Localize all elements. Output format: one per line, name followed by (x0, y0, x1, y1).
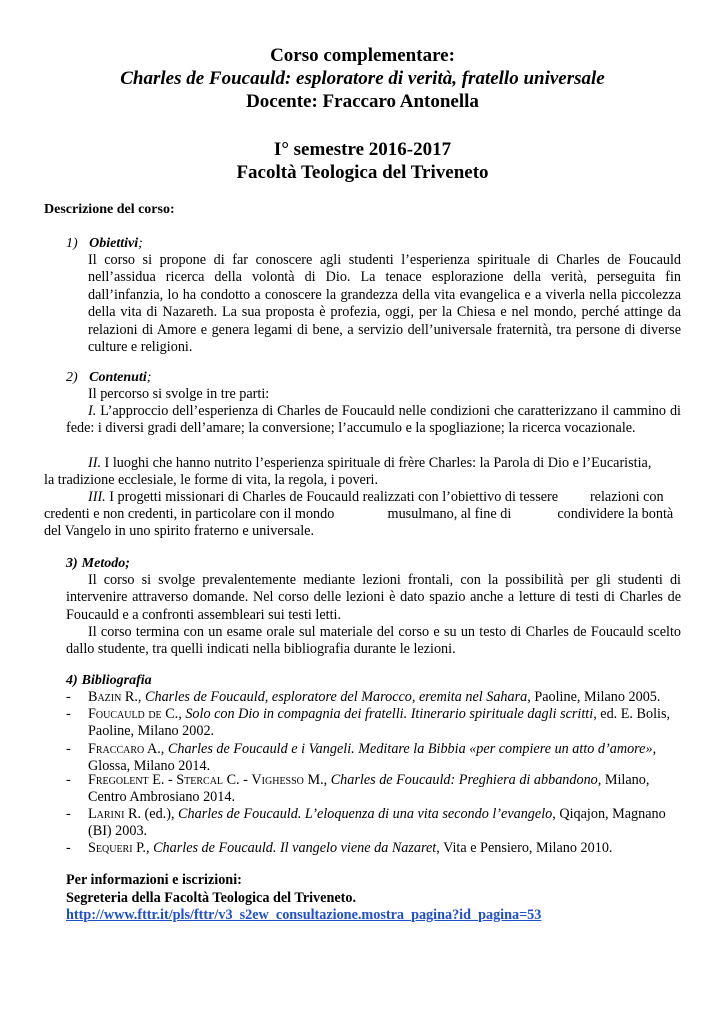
section-contents-heading: 2) Contenuti; (66, 370, 152, 385)
section-title: Obiettivi (89, 236, 139, 251)
section-number: 1) (66, 236, 78, 251)
contents-part-1: I. L’approccio dell’esperienza di Charles de Foucauld nelle condizioni che caratterizzano il cammino di fede: i diversi gradi dell’amare; la conversione; l’accumulo e la spogliazione; la ricerca vocazionale. (66, 403, 681, 437)
course-title: Charles de Foucauld: esploratore di verità, fratello universale (120, 68, 605, 89)
faculty-page-link[interactable]: http://www.fttr.it/pls/fttr/v3_s2ew_consultazione.mostra_pagina?id_pagina=53 (66, 907, 542, 923)
section-method-heading: 3) Metodo; (66, 556, 130, 571)
contents-part-3-line-3: del Vangelo in uno spirito fraterno e universale. (44, 523, 315, 539)
method-paragraph-1: Il corso si svolge prevalentemente mediante lezioni frontali, con la possibilità per gli studenti di intervenire attraverso domande. Nel corso delle lezioni è dato spazio anche a letture di testi di Charles de Foucauld e a confronti assembleari sui testi letti. (66, 572, 681, 623)
section-title: Metodo (81, 556, 126, 571)
document-page: Corso complementare: Charles de Foucauld: esploratore di verità, fratello universale Docente: Fraccaro Antonella I° semestre 2016-2017 Facoltà Teologica del Triveneto Descrizione del corso: 1) Obiettivi; Il corso si propone di far conoscere agli studenti l’esperienza spirituale di Charles de Foucauld nell’assidua ricerca della volontà di Dio. La tenace esplorazione della verità, perseguita fin dall’infanzia, lo ha condotto a conoscere la grandezza della vita evangelica e a viverla nella piccolezza della vita di Nazareth. La sua proposta è profezia, oggi, per la Chiesa e nel mondo, perché attinge da relazioni di Amore e genera legami di bene, a servizio dell’universale fraternità, tra persone di diverse culture e religioni. 2) Contenuti; Il percorso si svolge in tre parti: I. L’approccio dell’esperienza di Charles de Foucauld nelle condizioni che caratterizzano il cammino di fede: i diversi gradi dell’amare; la conversione; l’accumulo e la spogliazione; la ricerca vocazionale. II. I luoghi che hanno nutrito l’esperienza spirituale di frère Charles: la Parola di Dio e l’Eucaristia, la tradizione ecclesiale, le forme di vita, la regola, i poveri. III. I progetti missionari di Charles de Foucauld realizzati con l’obiettivo di tessere relazioni con credenti e non credenti, in particolare con il mondo musulmano, al fine di condividere la bontà del Vangelo in uno spirito fraterno e universale. 3) Metodo; Il corso si svolge prevalentemente mediante lezioni frontali, con la possibilità per gli studenti di intervenire attraverso domande. Nel corso delle lezioni è dato spazio anche a letture di testi di Charles de Foucauld e a confronti assembleari sui testi letti. Il corso termina con un esame orale sul materiale del corso e su un testo di Charles de Foucauld scelto dallo studente, tra quelli indicati nella bibliografia durante le lezioni. 4) Bibliografia - Bazin R., Charles de Foucauld, esploratore del Marocco, eremita nel Sahara, Paoline, Milano 2005. - Foucauld de C., Solo con Dio in compagnia dei fratelli. Itinerario spirituale dagli scritti, ed. E. Bolis, Paoline, Milano 2002. - Fraccaro A., Charles de Foucauld e i Vangeli. Meditare la Bibbia «per compiere un atto d’amore», Glossa, Milano 2014. - Fregolent E. - Stercal C. - Vighesso M., Charles de Foucauld: Preghiera di abbandono, Milano, Centro Ambrosiano 2014. - Larini R. (ed.), Charles de Foucauld. L’eloquenza di una vita secondo l’evangelo, Qiqajon, Magnano (BI) 2003. - Sequeri P., Charles de Foucauld. Il vangelo viene da Nazaret, Vita e Pensiero, Milano 2010. Per informazioni e iscrizioni: Segreteria della Facoltà Teologica del Triveneto. http://www.fttr.it/pls/fttr/v3_s2ew_consultazione.mostra_pagina?id_pagina=53 (0, 0, 725, 1024)
contents-intro: Il percorso si svolge in tre parti: (88, 386, 270, 402)
contents-part-3: III. I progetti missionari di Charles de Foucauld realizzati con l’obiettivo di tessere relazioni con (88, 489, 664, 505)
contact-office: Segreteria della Facoltà Teologica del Triveneto. (66, 889, 357, 906)
objectives-text: Il corso si propone di far conoscere agli studenti l’esperienza spirituale di Charles de Foucauld nell’assidua ricerca della volontà di Dio. La tenace esplorazione della verità, perseguita fin dall’infanzia, lo ha condotto a conoscere la grandezza della vita evangelica e a viverla nella piccolezza della vita di Nazareth. La sua proposta è profezia, oggi, per la Chiesa e nel mondo, perché attinge da relazioni di Amore e genera legami di bene, a servizio dell’universale fraternità, tra persone di diverse culture e religioni. (88, 252, 681, 356)
course-type-title: Corso complementare: (270, 45, 455, 66)
section-bibliography-heading: 4) Bibliografia (66, 673, 152, 688)
section-title: Bibliografia (81, 673, 152, 688)
faculty-line: Facoltà Teologica del Triveneto (236, 162, 489, 183)
contact-heading: Per informazioni e iscrizioni: (66, 872, 242, 888)
teacher-line: Docente: Fraccaro Antonella (246, 91, 479, 112)
course-description-label: Descrizione del corso: (44, 202, 175, 217)
semester-line: I° semestre 2016-2017 (273, 139, 452, 160)
contents-part-2-continued: la tradizione ecclesiale, le forme di vita, la regola, i poveri. (44, 472, 379, 488)
section-objectives-heading: 1) Obiettivi; (66, 236, 143, 251)
method-paragraph-2: Il corso termina con un esame orale sul materiale del corso e su un testo di Charles de Foucauld scelto dallo studente, tra quelli indicati nella bibliografia durante le lezioni. (66, 624, 681, 658)
document-header (0, 44, 725, 184)
contact-info (66, 872, 541, 925)
contents-part-2: II. I luoghi che hanno nutrito l’esperienza spirituale di frère Charles: la Parola di Dio e l’Eucaristia, (88, 455, 652, 471)
contents-part-3-line-2: credenti e non credenti, in particolare con il mondo musulmano, al fine di condividere la bontà (44, 506, 674, 522)
section-title: Contenuti (89, 370, 147, 385)
